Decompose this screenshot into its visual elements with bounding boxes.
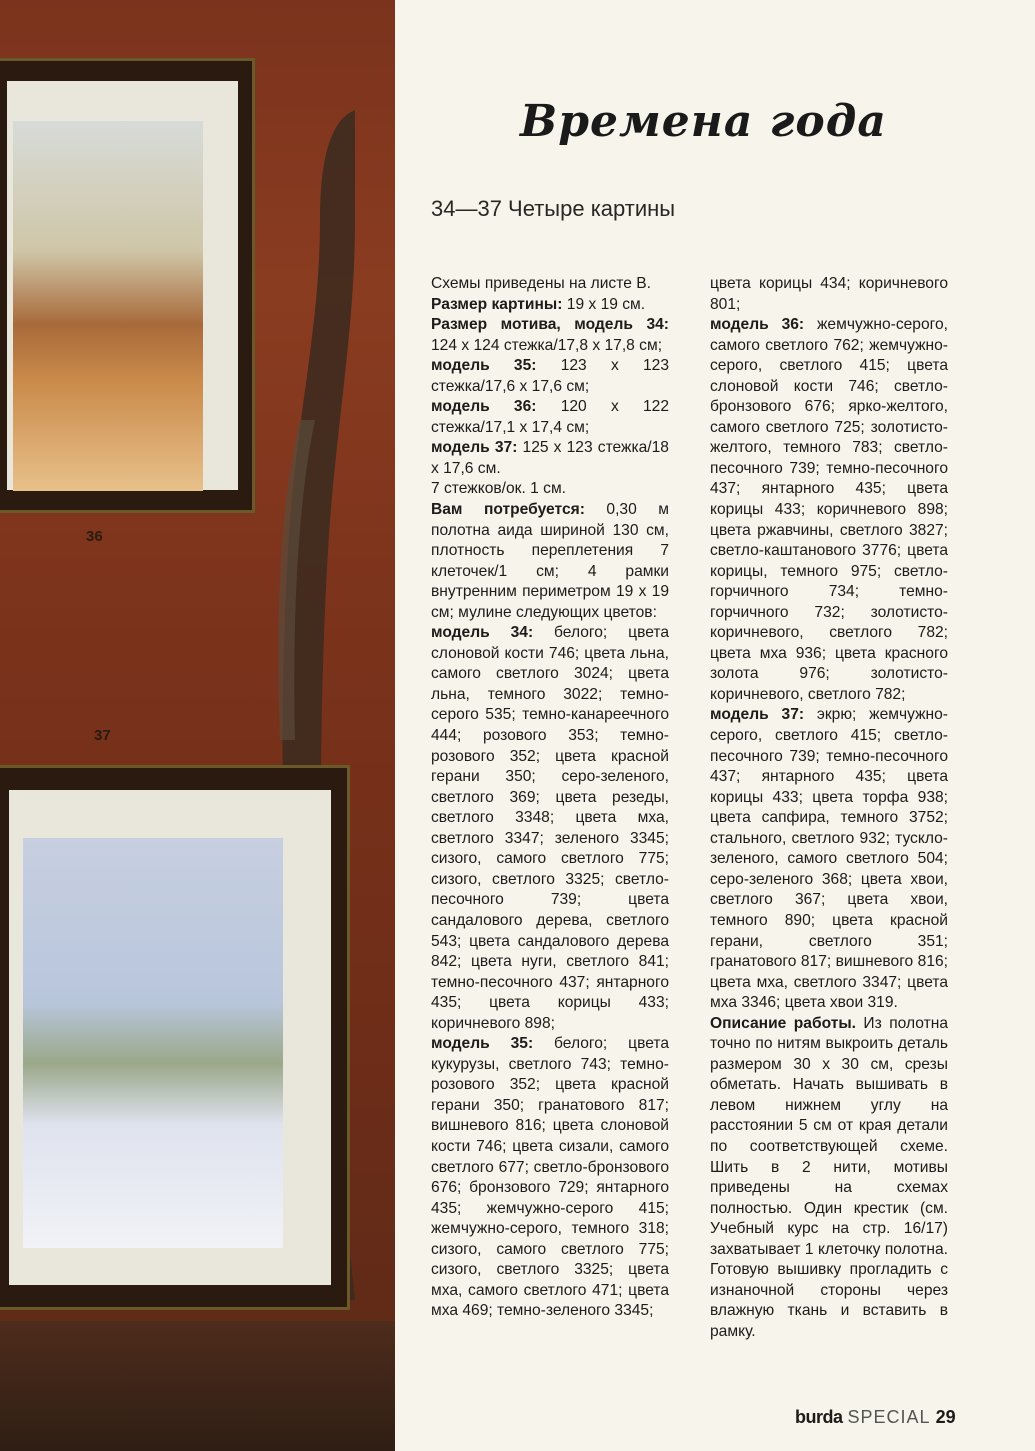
paragraph-text: 0,30 м полотна аида шириной 130 см, плотность переплетения 7 клеточек/1 см; 4 рамки внутренним периметром 19 х 19 см; мулине следующих цветов: xyxy=(431,501,669,621)
paragraph xyxy=(710,315,948,705)
paragraph-heading: модель 37: xyxy=(710,706,805,724)
picture-number-36: 36 xyxy=(86,528,103,545)
framed-picture-37 xyxy=(0,765,350,1310)
paragraph-text: белого; цвета слоновой кости 746; цвета льна, самого светлого 3024; цвета льна, темного 3022; темно-серого 535; темно-канареечного 444; розового 353; темно-розового 352; цвета красной герани 350; серо-зеленого, светлого 369; цвета резеды, светлого 3348; цвета мха, светлого 3347; зеленого 3345; сизого, самого светлого 775; сизого, светлого 3325; светло-песочного 739; цвета сандалового дерева, светлого 543; цвета сандалового дерева 842; цвета нуги, светлого 841; темно-песочного 437; янтарного 435; цвета корицы 433; коричневого 898; xyxy=(431,624,669,1032)
paragraph-text: 123 х 123 стежка/17,6 х 17,6 см; xyxy=(431,357,669,395)
article-subtitle: 34—37 Четыре картины xyxy=(431,196,676,221)
page-footer xyxy=(795,1407,956,1428)
paragraph-heading: Размер картины: xyxy=(431,295,563,313)
paragraph xyxy=(431,500,669,623)
paragraph-text: 120 х 122 стежка/17,1 х 17,4 см; xyxy=(431,398,669,436)
paragraph-text: цвета корицы 434; коричневого 801; xyxy=(710,275,948,313)
paragraph xyxy=(431,274,669,295)
paragraph-text: Схемы приведены на листе В. xyxy=(431,275,651,292)
photo xyxy=(0,0,395,1451)
paragraph-text: белого; цвета кукурузы, светлого 743; темно-розового 352; цвета красной герани 350; гранатового 817; вишневого 816; цвета слоновой кости 746; цвета сизали, самого светлого 677; светло-бронзового 676; бронзового 729; янтарного 435; жемчужно-серого 415; жемчужно-серого, темного 318; сизого, самого светлого 775; сизого, светлого 3325; цвета мха, самого светлого 471; цвета мха 469; темно-зеленого 3345; xyxy=(431,1035,669,1320)
text-column-left xyxy=(431,274,669,1322)
paragraph-text: 19 х 19 см. xyxy=(562,295,646,313)
paragraph-heading: модель 36: xyxy=(710,316,805,334)
paragraph xyxy=(431,1034,669,1322)
cottage-embroidery xyxy=(13,121,203,491)
paragraph xyxy=(710,705,948,1013)
paragraph-text: Из полотна точно по нитям выкроить деталь размером 30 х 30 см, срезы обметать. Начать вышивать в левом нижнем углу на расстоянии 5 см от края детали по соответствующей схеме. Шить в 2 нити, мотивы приведены на схемах полностью. Один крестик (см. Учебный курс на стр. 16/17) захватывает 1 клеточку полотна. Готовую вышивку прогладить с изнаночной стороны через влажную ткань и вставить в рамку. xyxy=(710,1014,948,1340)
paragraph xyxy=(431,397,669,438)
paragraph-heading: модель 35: xyxy=(431,1035,534,1053)
paragraph-heading: модель 34: xyxy=(431,624,534,642)
winter-tree-embroidery xyxy=(23,838,283,1248)
paragraph-heading: Описание работы. xyxy=(710,1014,857,1032)
paragraph-heading: модель 35: xyxy=(431,357,537,375)
paragraph xyxy=(431,623,669,1034)
paragraph xyxy=(710,274,948,315)
picture-mat xyxy=(9,790,331,1285)
paragraph-text: жемчужно-серого, самого светлого 762; жемчужно-серого, светлого 415; цвета слоновой кости 746; светло-бронзового 676; ярко-желтого, самого светлого 725; золотисто-желтого, темного 783; светло-песочного 739; темно-песочного 437; янтарного 435; цвета корицы 433; коричневого 898; цвета ржавчины, светлого 3827; светло-каштанового 3776; цвета корицы, темного 975; светло-горчичного 734; темно-горчичного 732; золотисто-коричневого, светлого 782; цвета мха 936; цвета красного золота 976; золотисто-коричневого, светлого 782; xyxy=(710,316,948,703)
paragraph xyxy=(431,356,669,397)
paragraph-heading: модель 37: xyxy=(431,439,518,457)
text-column-right xyxy=(710,274,948,1342)
edition-label: SPECIAL xyxy=(847,1407,931,1427)
paragraph xyxy=(431,295,669,316)
page-number: 29 xyxy=(935,1407,956,1427)
page-title: Времена года xyxy=(520,96,887,147)
wooden-shelf xyxy=(0,1321,395,1451)
paragraph-text: экрю; жемчужно-серого, светлого 415; светло-песочного 739; темно-песочного 437; янтарного 435; цвета корицы 433; цвета торфа 938; цвета сапфира, темного 3752; стального, светлого 932; тускло-зеленого, самого светлого 504; серо-зеленого 368; цвета хвои, светлого 367; цвета хвои, темного 890; цвета красной герани, светлого 351; гранатового 817; вишневого 816; цвета мха, светлого 3347; цвета мха 3346; цвета хвои 319. xyxy=(710,706,948,1012)
paragraph xyxy=(431,438,669,479)
picture-mat xyxy=(7,81,238,490)
paragraph-text: 7 стежков/ок. 1 см. xyxy=(431,480,566,498)
picture-number-37: 37 xyxy=(94,727,111,744)
paragraph-text: 124 х 124 стежка/17,8 х 17,8 см; xyxy=(431,336,663,354)
paragraph xyxy=(710,1014,948,1343)
paragraph xyxy=(431,479,669,500)
paragraph-heading: модель 36: xyxy=(431,398,537,416)
paragraph-heading: Вам потребуется: xyxy=(431,501,585,519)
framed-picture-36 xyxy=(0,58,255,513)
paragraph-text: 125 х 123 стежка/18 х 17,6 см. xyxy=(431,439,669,477)
paragraph-heading: Размер мотива, модель 34: xyxy=(431,316,669,334)
paragraph xyxy=(431,315,669,356)
brand-logo: burda xyxy=(795,1407,843,1427)
